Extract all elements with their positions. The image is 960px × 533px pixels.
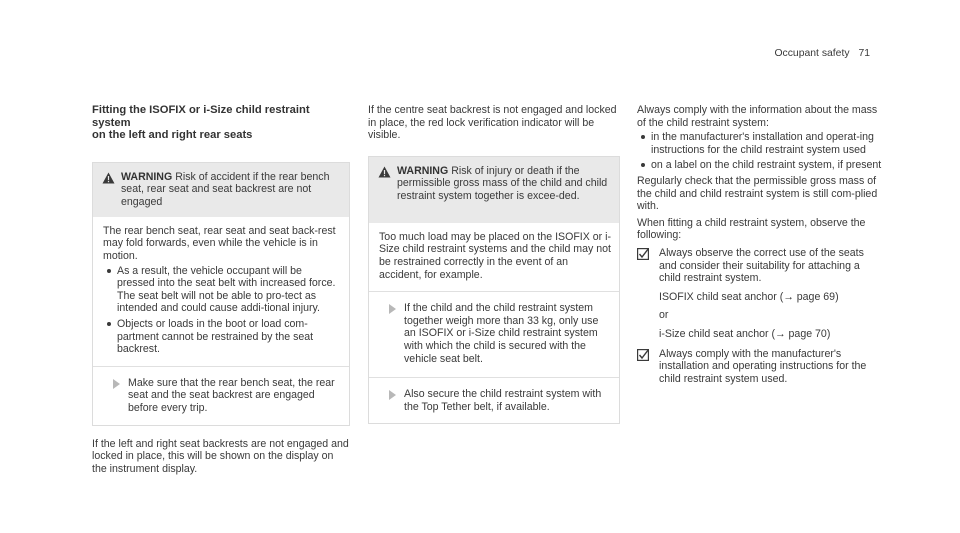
warning-triangle-icon [102, 172, 115, 184]
action-step [379, 378, 611, 415]
page-number: 71 [858, 48, 870, 59]
warning-body [93, 217, 349, 425]
warning-text: Risk of injury or death if the permissible gross mass of the child and child restraint system together is excee-ded. [397, 164, 608, 202]
paragraph: Regularly check that the permissible gross mass of the child and child restraint system is still com-plied with. [637, 174, 878, 213]
cross-reference-link[interactable]: i-Size child seat anchor (→ page 70) [659, 327, 831, 340]
list-item: As a result, the vehicle occupant will be pressed into the seat belt with increased force. The seat belt will not be able to pro-tect as intended and could cause addi-tional injury. [103, 265, 341, 315]
list-item: on a label on the child restraint system, if present [637, 159, 883, 172]
section-title [92, 104, 350, 142]
warning-box [368, 156, 620, 425]
column-right [637, 104, 883, 385]
warning-text: Risk of accident if the rear bench seat, rear seat and seat backrest are not engaged [121, 170, 330, 208]
bullet-list [637, 131, 883, 172]
checkbox-checked-icon [637, 349, 649, 361]
or-text: or [659, 309, 669, 322]
action-text: Also secure the child restraint system with the Top Tether belt, if available. [404, 388, 602, 413]
bullet-list [103, 265, 341, 356]
action-text: Make sure that the rear bench seat, the rear seat and the seat backrest are engaged before every trip. [128, 376, 335, 414]
cross-reference-link[interactable]: ISOFIX child seat anchor (→ page 69) [659, 290, 839, 303]
warning-body [369, 223, 619, 424]
warning-header [93, 163, 349, 217]
checklist-text: Always comply with the manufacturer's installation and operating instructions for the child restraint system used. [659, 347, 867, 385]
title-line-1: Fitting the ISOFIX or i-Size child restraint system [92, 104, 310, 129]
action-step [379, 292, 611, 367]
checkbox-checked-icon [637, 248, 649, 260]
list-item: Objects or loads in the boot or load com-partment cannot be restrained by the seat backrest. [103, 318, 341, 356]
warning-label: WARNING [121, 170, 173, 183]
paragraph: When fitting a child restraint system, observe the following: [637, 216, 866, 242]
warning-box [92, 162, 350, 426]
column-middle [368, 104, 620, 424]
list-item: in the manufacturer's installation and operat-ing instructions for the child restraint system used [637, 131, 883, 156]
checklist-item [637, 247, 883, 341]
paragraph: Always comply with the information about the mass of the child restraint system: [637, 104, 878, 129]
column-left [92, 104, 350, 475]
action-arrow-icon [113, 379, 120, 389]
warning-header [369, 157, 619, 223]
action-text: If the child and the child restraint system together weigh more than 33 kg, only use an ISOFIX or i-Size child restraint system with which the child is secured with the vehicle seat belt. [404, 302, 599, 365]
paragraph: If the centre seat backrest is not engaged and locked in place, the red lock verification indicator will be visible. [368, 104, 617, 142]
checklist-item [637, 348, 883, 386]
section-name: Occupant safety [774, 48, 850, 59]
checklist-text: Always observe the correct use of the seats and consider their suitability for attaching a child restraint system. [659, 246, 864, 285]
warning-paragraph: The rear bench seat, rear seat and seat back-rest may fold forwards, even while the vehicle is in motion. [103, 224, 336, 262]
action-step [103, 367, 341, 417]
warning-paragraph: Too much load may be placed on the ISOFIX or i-Size child restraint systems and the child may not be restrained correctly in the event of an accident, for example. [379, 230, 612, 281]
warning-label: WARNING [397, 164, 449, 177]
action-arrow-icon [389, 304, 396, 314]
warning-triangle-icon [378, 166, 391, 178]
paragraph: If the left and right seat backrests are not engaged and locked in place, this will be shown on the display on the instrument display. [92, 437, 349, 475]
action-arrow-icon [389, 390, 396, 400]
title-line-2: on the left and right rear seats [92, 129, 253, 142]
page-header [774, 48, 870, 61]
